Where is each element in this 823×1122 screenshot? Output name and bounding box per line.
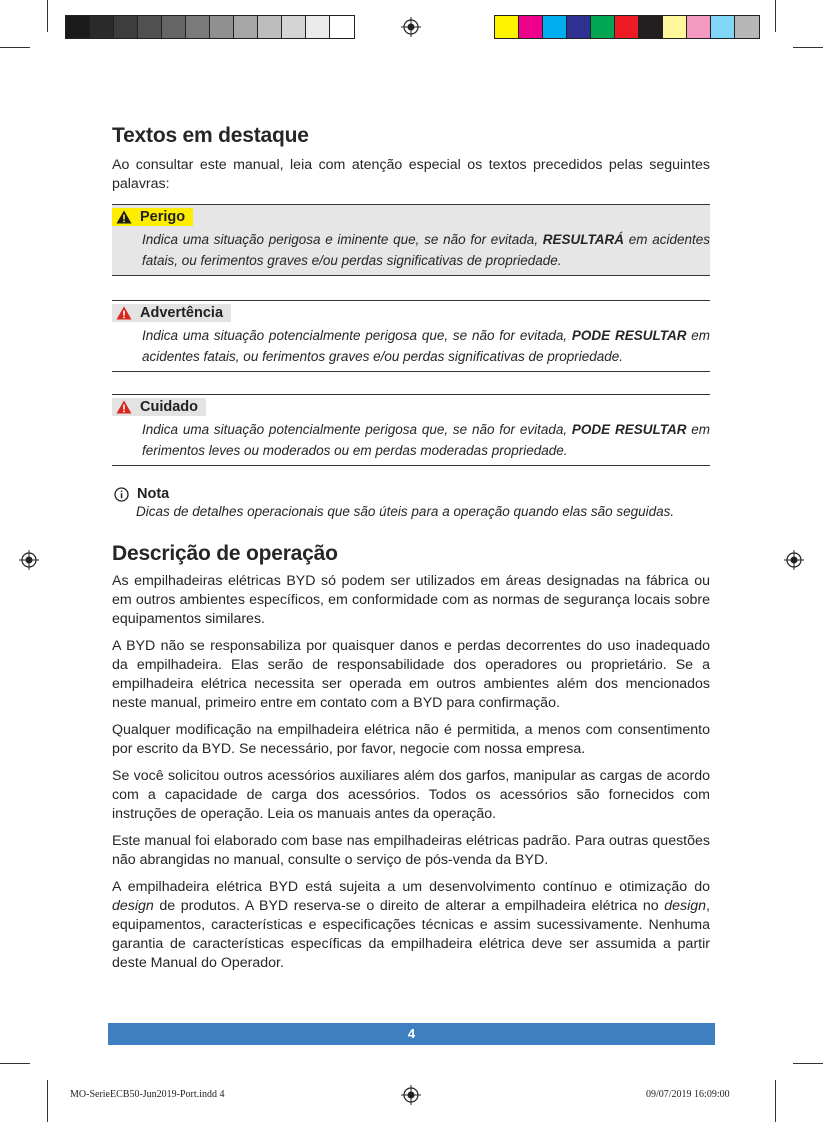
warning-triangle-icon [116, 210, 132, 224]
gray-swatch [282, 16, 306, 38]
gray-swatch [66, 16, 90, 38]
note-text: Dicas de detalhes operacionais que são úteis para a operação quando elas são seguidas. [136, 504, 675, 519]
crop-mark [775, 1080, 776, 1122]
paragraph: Qualquer modificação na empilhadeira elétrica não é permitida, a menos com consentimento por escrito da BYD. Se necessário, por favor, negocie com nossa empresa. [112, 722, 710, 757]
color-swatch [543, 16, 567, 38]
crop-mark [47, 1080, 48, 1122]
caution-text-end: em ferimentos leves ou moderados ou em perdas moderadas propriedade. [142, 422, 710, 458]
paragraph-part: A empilhadeira elétrica BYD está sujeita a um desenvolvimento contínuo e otimização do [112, 879, 710, 895]
gray-swatch [258, 16, 282, 38]
gray-swatch [210, 16, 234, 38]
color-swatch [567, 16, 591, 38]
registration-mark-icon [19, 550, 39, 570]
danger-text [112, 229, 710, 271]
highlight-section [112, 124, 710, 522]
paragraph: As empilhadeiras elétricas BYD só podem ser utilizados em áreas designadas na fábrica ou em outros ambientes específicos, em conformidade com as normas de segurança locais sobre equipamentos similares. [112, 573, 710, 627]
note-block [112, 486, 710, 522]
italic-term: design [112, 898, 154, 914]
warning-notice [112, 300, 710, 372]
caution-emphasis: PODE RESULTAR [571, 422, 687, 437]
note-header [112, 486, 710, 502]
danger-notice-header [112, 208, 193, 226]
warning-notice-header [112, 304, 231, 322]
color-swatch [519, 16, 543, 38]
warning-triangle-icon [116, 400, 132, 414]
gray-calibration-bar [65, 15, 355, 39]
crop-mark [0, 1063, 30, 1064]
registration-mark-icon [401, 17, 421, 37]
warning-text [112, 325, 710, 367]
danger-notice [112, 204, 710, 276]
section-intro: Ao consultar este manual, leia com atenção especial os textos precedidos pelas seguintes palavras: [112, 157, 710, 192]
gray-swatch [138, 16, 162, 38]
gray-swatch [90, 16, 114, 38]
caution-notice [112, 394, 710, 466]
gray-swatch [162, 16, 186, 38]
color-swatch [639, 16, 663, 38]
color-swatch [663, 16, 687, 38]
danger-text-end: em acidentes fatais, ou ferimentos graves e/ou perdas significativas de propriedade. [142, 232, 710, 268]
gray-swatch [330, 16, 354, 38]
paragraph-part: de produtos. A BYD reserva-se o direito de alterar a empilhadeira elétrica no [153, 898, 665, 914]
section-title: Textos em destaque [112, 124, 309, 147]
slug-datetime: 09/07/2019 16:09:00 [646, 1089, 730, 1100]
gray-swatch [186, 16, 210, 38]
danger-emphasis: RESULTARÁ [542, 232, 625, 247]
note-label: Nota [137, 486, 170, 502]
warning-label: Advertência [140, 305, 224, 321]
caution-text [112, 419, 710, 461]
page-number: 4 [407, 1026, 416, 1041]
color-calibration-bar [494, 15, 760, 39]
section-title: Descrição de operação [112, 542, 338, 565]
registration-mark-icon [401, 1085, 421, 1105]
caution-label: Cuidado [140, 399, 198, 415]
crop-mark [775, 0, 776, 32]
italic-term: design [664, 898, 707, 914]
caution-text-start: Indica uma situação potencialmente perigosa que, se não for evitada, [142, 422, 572, 437]
gray-swatch [234, 16, 258, 38]
paragraph: Se você solicitou outros acessórios auxiliares além dos garfos, manipular as cargas de acordo com a capacidade de carga dos acessórios. Todos os acessórios são fornecidos com instruções de operação. Leia os manuais antes da operação. [112, 768, 710, 822]
operation-section [112, 542, 710, 973]
danger-label: Perigo [140, 209, 186, 225]
color-swatch [615, 16, 639, 38]
color-swatch [591, 16, 615, 38]
danger-text-start: Indica uma situação perigosa e iminente que, se não for evitada, [142, 232, 543, 247]
warning-emphasis: PODE RESULTAR [571, 328, 687, 343]
crop-mark [47, 0, 48, 32]
crop-mark [793, 47, 823, 48]
gray-swatch [306, 16, 330, 38]
paragraph: A BYD não se responsabiliza por quaisquer danos e perdas decorrentes do uso inadequado da empilhadeira. Elas serão de responsabilidade dos operadores ou proprietário. Se a empilhadeira elétrica necessita ser operada em outros ambientes além dos mencionados neste manual, primeiro entre em contato com a BYD para confirmação. [112, 638, 710, 711]
paragraph [112, 878, 710, 973]
page-number-bar [108, 1023, 715, 1045]
color-swatch [735, 16, 759, 38]
info-circle-icon [114, 487, 129, 502]
page-content [112, 124, 710, 981]
warning-text-start: Indica uma situação potencialmente perigosa que, se não for evitada, [142, 328, 572, 343]
paragraph-part: , equipamentos, características e especificações técnicas e assim sucessivamente. Nenhuma garantia de características específicas da empilhadeira elétrica deve ser assumida a partir deste Manual do Operador. [112, 898, 710, 971]
color-swatch [687, 16, 711, 38]
crop-mark [0, 47, 30, 48]
crop-mark [793, 1063, 823, 1064]
paragraph: Este manual foi elaborado com base nas empilhadeiras elétricas padrão. Para outras questões não abrangidas no manual, consulte o serviço de pós-venda da BYD. [112, 833, 710, 868]
registration-mark-icon [784, 550, 804, 570]
warning-triangle-icon [116, 306, 132, 320]
color-swatch [495, 16, 519, 38]
caution-notice-header [112, 398, 206, 416]
warning-text-end: em acidentes fatais, ou ferimentos graves e/ou perdas significativas de propriedade. [142, 328, 710, 364]
gray-swatch [114, 16, 138, 38]
slug-file-info: MO-SerieECB50-Jun2019-Port.indd 4 [70, 1089, 225, 1100]
color-swatch [711, 16, 735, 38]
